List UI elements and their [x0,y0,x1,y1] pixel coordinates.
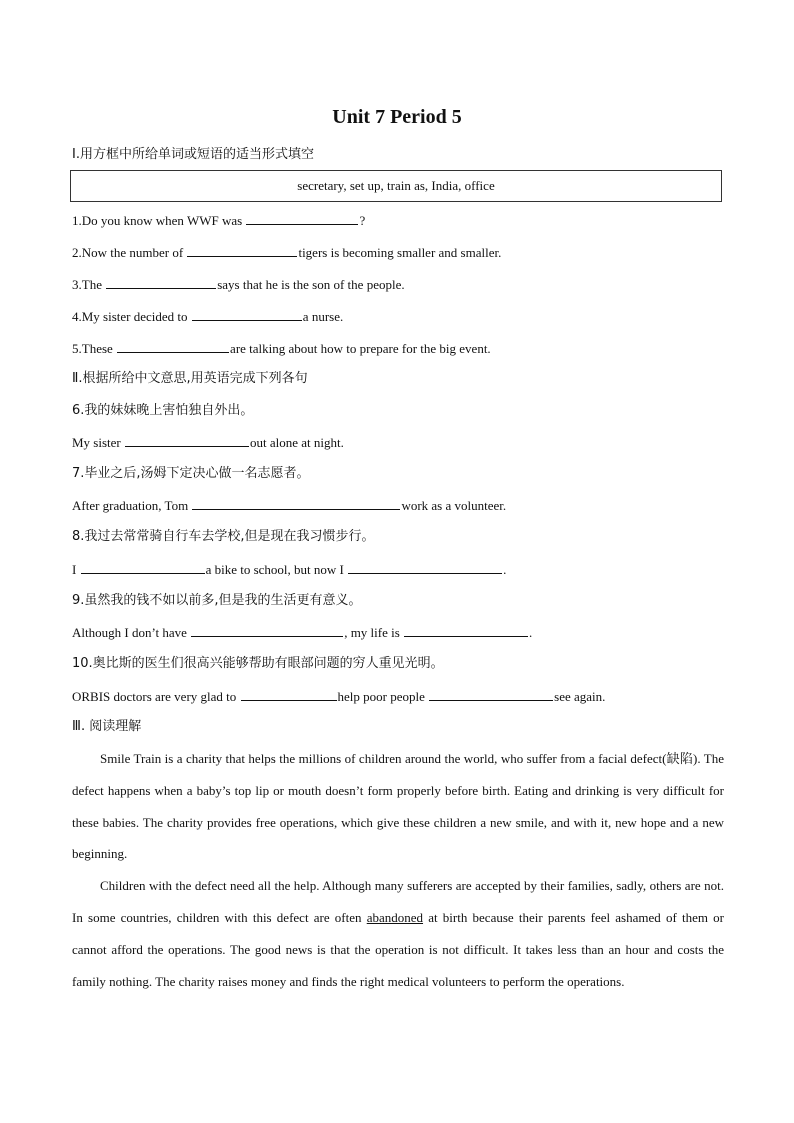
question-9-chinese: 9.虽然我的钱不如以前多,但是我的生活更有意义。 [72,593,362,608]
question-10 [72,688,605,705]
question-text: 1.Do you know when WWF was [72,213,246,228]
question-4 [72,308,343,325]
question-text: Although I don’t have [72,625,191,640]
paragraph-2-text: Children with the defect need all the help. Although many sufferers are accepted by their families, sadly, others are not. In some countries, children with this defect are often [72,878,724,925]
question-text: out alone at night. [250,435,344,450]
section-3-heading: Ⅲ. 阅读理解 [72,719,142,734]
question-text: ORBIS doctors are very glad to [72,689,240,704]
answer-blank[interactable] [125,434,249,447]
question-text: see again. [554,689,606,704]
question-7 [72,497,506,514]
page-title: Unit 7 Period 5 [332,106,462,128]
question-text: a bike to school, but now I [205,562,348,577]
paragraph-1: Smile Train is a charity that helps the millions of children around the world, who suffer from a facial defect(缺陷). The defect happens when a baby’s top lip or mouth doesn’t form properly before birth. Eating and drinking is very difficult for these babies. The charity provides free operations, which give these children a new smile, and with it, new hope and a new beginning. [72,751,724,862]
reading-passage [72,743,724,997]
answer-blank[interactable] [191,624,343,637]
question-6 [72,434,344,451]
question-1 [72,212,365,229]
question-text: 4.My sister decided to [72,309,191,324]
word-box: secretary, set up, train as, India, office [70,170,722,202]
question-10-chinese: 10.奥比斯的医生们很高兴能够帮助有眼部问题的穷人重见光明。 [72,656,444,671]
question-text: 3.The [72,277,106,292]
section-2-heading: Ⅱ.根据所给中文意思,用英语完成下列各句 [72,371,308,386]
question-text: 2.Now the number of [72,245,187,260]
question-3 [72,276,405,293]
question-text: I [72,562,80,577]
question-text: are talking about how to prepare for the big event. [230,341,491,356]
question-2 [72,244,501,261]
question-text: , my life is [344,625,404,640]
question-text: work as a volunteer. [401,498,507,513]
question-7-chinese: 7.毕业之后,汤姆下定决心做一名志愿者。 [72,466,310,481]
answer-blank[interactable] [117,340,229,353]
question-text: . [529,625,533,640]
answer-blank[interactable] [187,244,297,257]
question-text: tigers is becoming smaller and smaller. [298,245,502,260]
question-5 [72,340,491,357]
answer-blank[interactable] [429,688,553,701]
section-1-heading: Ⅰ.用方框中所给单词或短语的适当形式填空 [72,147,314,162]
question-text: ? [359,213,366,228]
answer-blank[interactable] [192,308,302,321]
answer-blank[interactable] [192,497,400,510]
answer-blank[interactable] [241,688,337,701]
question-8-chinese: 8.我过去常常骑自行车去学校,但是现在我习惯步行。 [72,529,375,544]
paragraph-2-text: at birth because their parents feel ashamed of them or cannot afford the operations. The good news is that the operation is not difficult. It takes less than an hour and costs the family nothing. The charity raises money and finds the right medical volunteers to perform the operations. [72,909,724,989]
question-text: help poor people [337,689,429,704]
underlined-word: abandoned [366,909,424,925]
question-9 [72,624,532,641]
answer-blank[interactable] [246,212,358,225]
question-text: . [503,562,507,577]
question-text: 5.These [72,341,117,356]
question-8 [72,561,506,578]
question-text: After graduation, Tom [72,498,192,513]
answer-blank[interactable] [348,561,502,574]
answer-blank[interactable] [81,561,205,574]
question-text: a nurse. [302,309,344,324]
paragraph-2 [72,870,724,997]
answer-blank[interactable] [404,624,528,637]
question-text: says that he is the son of the people. [217,277,405,292]
answer-blank[interactable] [106,276,216,289]
question-text: My sister [72,435,124,450]
question-6-chinese: 6.我的妹妹晚上害怕独自外出。 [72,403,254,418]
